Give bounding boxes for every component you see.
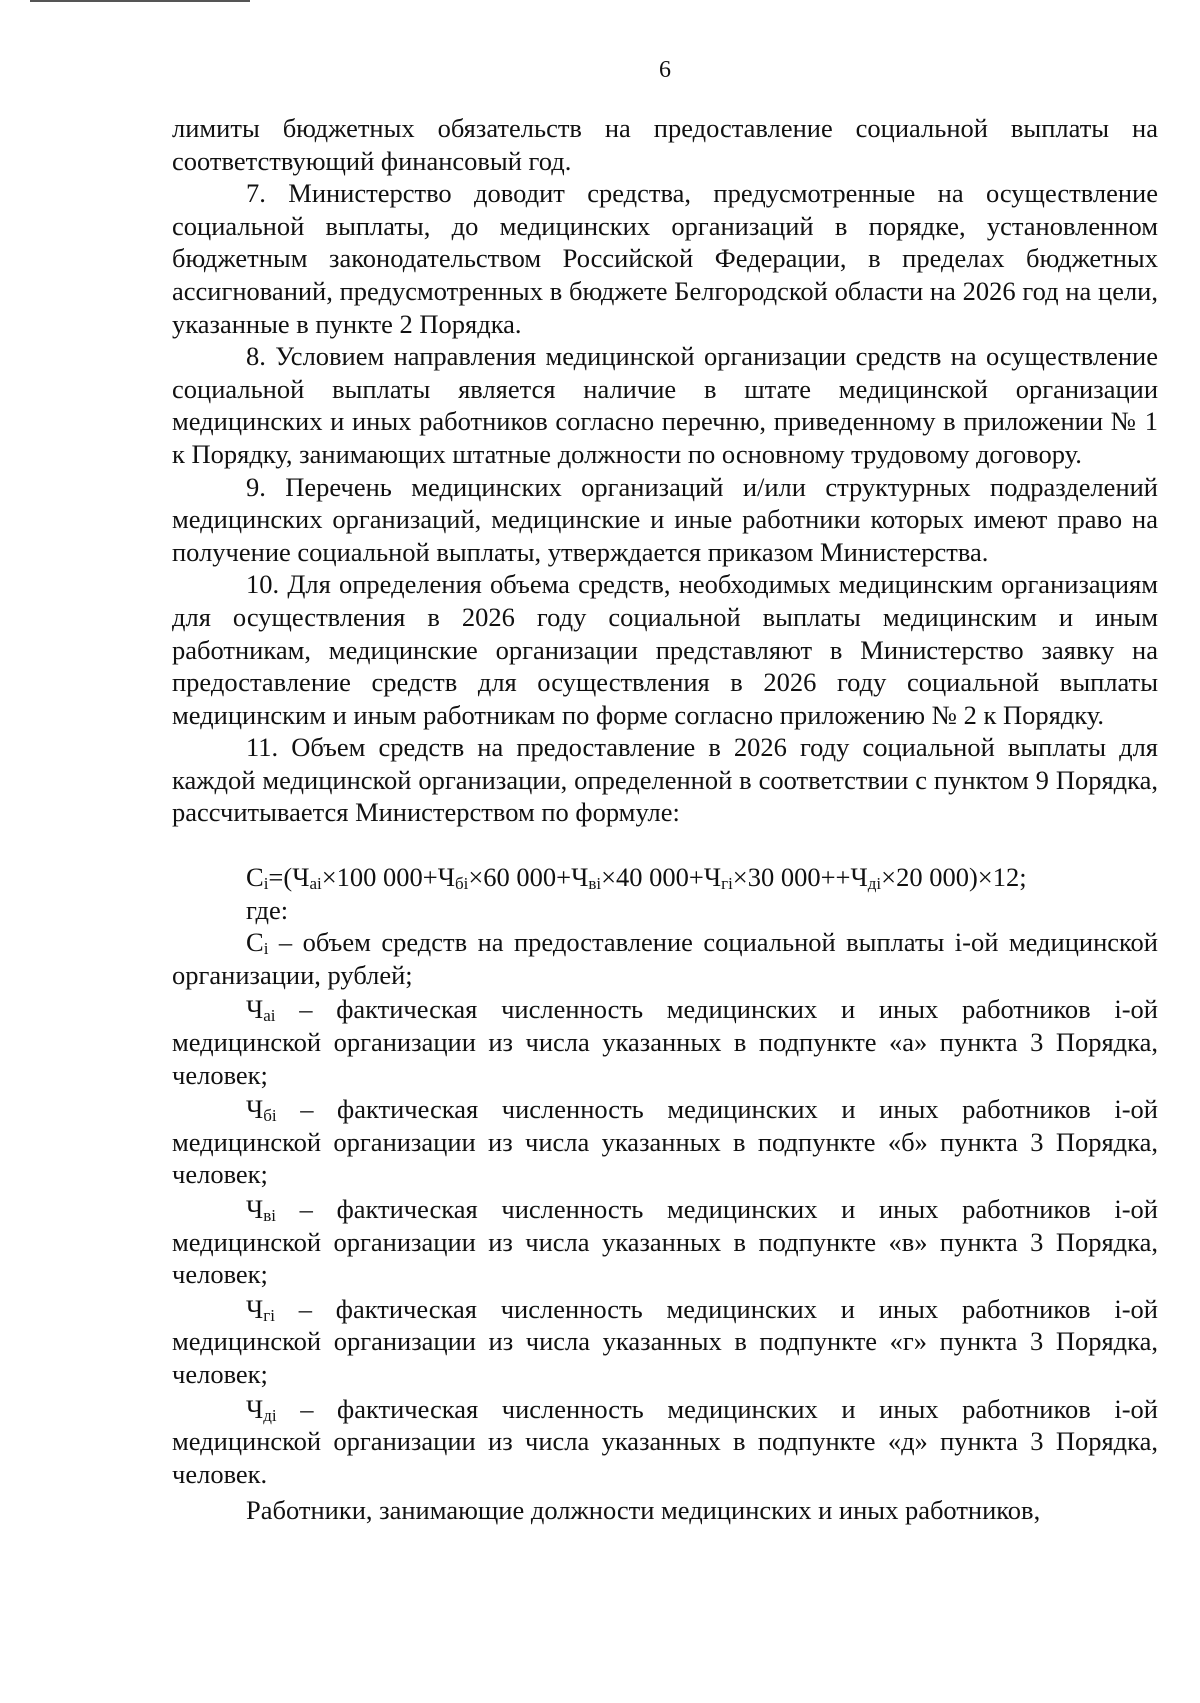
formula-t3-rest: ×40 000+ (601, 862, 704, 893)
definition-symbol: Ч (246, 1293, 264, 1324)
definition-symbol: C (246, 927, 264, 958)
definition-text: – фактическая численность медицинских и иных работников i-ой медицинской организации из числа указанных в подпункте «в» пункта 3 Порядка, человек; (172, 1194, 1158, 1290)
formula-t5-sub: дi (867, 874, 882, 894)
closing-paragraph: Работники, занимающие должности медицинских и иных работников, (246, 1495, 1041, 1526)
formula-t1-sub: ai (309, 874, 322, 894)
definition-symbol: Ч (246, 1393, 264, 1424)
page-number: 6 (659, 57, 671, 83)
formula-t2-sub: бi (454, 874, 469, 894)
paragraph-9: 9. Перечень медицинских организаций и/или структурных подразделений медицинских организаций, медицинские и иные работники которых имеют право на получение социальной выплаты, утверждается приказом Министерства. (172, 471, 1158, 567)
document-page (172, 50, 1158, 1527)
definition-text: – фактическая численность медицинских и иных работников i-ой медицинской организации из числа указанных в подпункте «б» пункта 3 Порядка, человек; (172, 1094, 1158, 1190)
top-rule-line (30, 0, 250, 2)
definition-subscript: ai (263, 1006, 276, 1026)
definition-ch-a (172, 993, 1158, 1091)
definition-text: – фактическая численность медицинских и иных работников i-ой медицинской организации из числа указанных в подпункте «а» пункта 3 Порядка, человек; (172, 994, 1158, 1090)
definition-ch-d (172, 1393, 1158, 1491)
where-label: где: (246, 894, 289, 925)
formula-t4-rest: ×30 000++ (732, 862, 851, 893)
formula-t2: Ч (437, 862, 455, 893)
formula-t2-rest: ×60 000+ (468, 862, 572, 893)
definition-subscript: вi (263, 1206, 276, 1225)
definition-subscript: дi (263, 1405, 277, 1425)
paragraph-continuation: лимиты бюджетных обязательств на предоставление социальной выплаты на соответствующий финансовый год. (172, 113, 1158, 176)
paragraph-8: 8. Условием направления медицинской организации средств на осуществление социальной выплаты является наличие в штате медицинской организации медицинских и иных работников согласно перечню, приведенному в приложении № 1 к Порядку, занимающих штатные должности по основному трудовому договору. (172, 341, 1158, 469)
formula-left: C (246, 862, 264, 893)
definition-symbol: Ч (246, 1194, 264, 1224)
definition-ch-v (172, 1193, 1158, 1291)
definition-symbol: Ч (246, 994, 264, 1025)
definition-c (172, 926, 1158, 991)
formula-left-sub: i (263, 874, 269, 894)
definition-text: – фактическая численность медицинских и иных работников i-ой медицинской организации из числа указанных в подпункте «д» пункта 3 Порядка, человек. (172, 1393, 1158, 1489)
formula-t5: Ч (850, 862, 868, 893)
formula-t5-rest: ×20 000)×12; (881, 862, 1027, 893)
definition-subscript: i (263, 939, 269, 959)
formula-eq: =( (268, 862, 293, 893)
formula-t4-sub: гi (721, 874, 733, 894)
formula-t4: Ч (703, 862, 722, 893)
definition-text: – объем средств на предоставление социальной выплаты i-ой медицинской организации, рублей; (172, 927, 1158, 990)
paragraph-10: 10. Для определения объема средств, необходимых медицинским организациям для осуществления в 2026 году социальной выплаты медицинским и иным работникам, медицинские организации представляют в Министерство заявку на предоставление средств для осуществления в 2026 году социальной выплаты медицинским и иным работникам по форме согласно приложению № 2 к Порядку. (172, 569, 1158, 730)
definition-symbol: Ч (246, 1094, 264, 1125)
formula-t3: Ч (571, 862, 589, 893)
paragraph-11: 11. Объем средств на предоставление в 2026 году социальной выплаты для каждой медицинской организации, определенной в соответствии с пунктом 9 Порядка, рассчитывается Министерством по формуле: (172, 732, 1158, 828)
definition-ch-g (172, 1293, 1158, 1391)
formula-t3-sub: вi (588, 874, 602, 894)
definition-subscript: гi (263, 1305, 275, 1325)
formula (172, 861, 1158, 894)
definition-text: – фактическая численность медицинских и иных работников i-ой медицинской организации из числа указанных в подпункте «г» пункта 3 Порядка, человек; (172, 1293, 1158, 1389)
paragraph-7: 7. Министерство доводит средства, предусмотренные на осуществление социальной выплаты, до медицинских организаций в порядке, установленном бюджетным законодательством Российской Федерации, в пределах бюджетных ассигнований, предусмотренных в бюджете Белгородской области на 2026 год на цели, указанные в пункте 2 Порядка. (172, 178, 1158, 339)
definition-subscript: бi (263, 1106, 277, 1126)
definition-ch-b (172, 1093, 1158, 1191)
formula-t1-rest: ×100 000+ (321, 862, 438, 893)
formula-t1: Ч (292, 862, 310, 893)
